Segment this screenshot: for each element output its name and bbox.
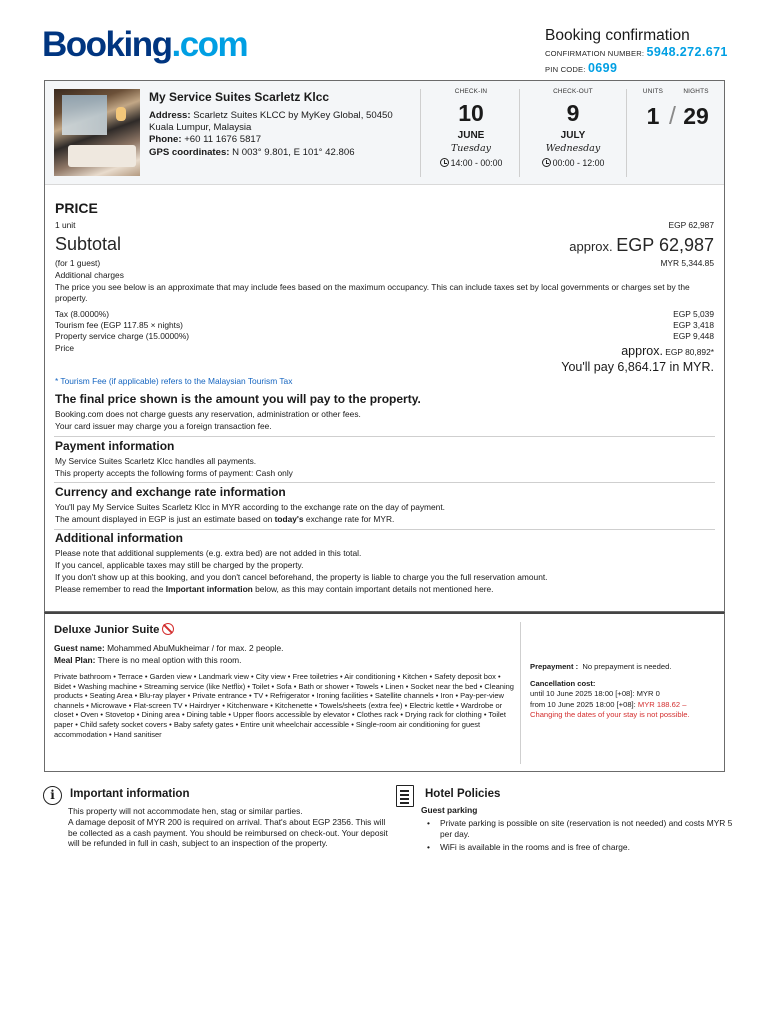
divider [54,529,715,530]
nights-label: NIGHTS [683,88,709,95]
check-out-time: 00:00 - 12:00 [532,158,614,170]
subtotal-amount: approx. EGP 62,987 [569,235,714,255]
confirmation-title: Booking confirmation [545,27,690,44]
hotel-name: My Service Suites Scarletz Klcc [149,90,330,104]
divider [519,89,520,177]
price-label: Price [55,343,75,353]
divider [626,89,627,177]
hotel-phone: +60 11 1676 5817 [184,134,262,146]
confirmation-number-row [545,44,728,61]
currency-heading: Currency and exchange rate information [55,485,286,499]
check-in-month: JUNE [457,129,485,141]
nights-value: 29 [683,103,709,129]
tax-amount: EGP 5,039 [673,309,714,319]
subtotal-label: Subtotal [55,234,122,254]
check-out-label: CHECK-OUT [553,88,593,95]
check-out-day: 9 [566,100,580,127]
currency-line2: The amount displayed in EGP is just an estimate based on today's exchange rate for MYR. [55,514,395,524]
subtotal-myr: MYR 5,344.85 [660,258,714,268]
divider [420,89,421,177]
check-out-block [532,88,614,169]
policies-list [427,818,741,853]
tax-label: Tax (8.0000%) [55,309,109,319]
cancellation-cost: Cancellation cost: until 10 June 2025 18:00 [+08]: MYR 0 from 10 June 2025 18:00 [+08]: MYR 188.62 – Changing the dates of your stay is not possible. [530,679,690,719]
final-price-line1: Booking.com does not charge guests any reservation, administration or other fees. [55,409,361,419]
important-line1: This property will not accommodate hen, stag or similar parties. [68,806,303,816]
list-item: • Private parking is possible on site (reservation is not needed) and costs MYR 5 per day. [427,818,741,840]
tourism-footnote: * Tourism Fee (if applicable) refers to the Malaysian Tourism Tax [55,376,293,386]
important-info-body [68,806,388,849]
info-icon: i [43,786,62,805]
additional-charges-label: Additional charges [55,270,124,280]
guest-parking-heading: Guest parking [421,805,478,815]
additional-charges-note: The price you see below is an approximate that may include fees based on the maximum occupancy. This can include taxes set by local governments or charges set by the property. [55,282,690,304]
units-label: UNITS [642,88,664,95]
divider [520,622,521,764]
additional-line1: Please note that additional supplements (e.g. extra bed) are not added in this total. [55,548,362,558]
room-facilities: Private bathroom • Terrace • Garden view • Landmark view • City view • Free toiletries • Air conditioning • Kitchen • Safety deposit box • Bidet • Washing machine • Streaming service (like Netflix) • Toilet • Sofa • Bath or shower • Towels • Linen • Socket near the bed • Cleaning products • Seating Area • Blu-ray player • Private entrance • TV • Refrigerator • Ironing facilities • Satellite channels • Iron • Pay-per-view channels • Microwave • Flat-screen TV • Hairdryer • Kitchenware • Kitchenette • Towels/sheets (extra fee) • Electric kettle • Wardrobe or closet • Oven • Stovetop • Dining area • Dining table • Upper floors accessible by elevator • Clothes rack • Drying rack for clothing • Toilet paper • Child safety socket covers • Baby safety gates • Entire unit wheelchair accessible • Single-room air conditioning for guest accommodation • Hand sanitiser [54,672,514,739]
cancellation-line3: Changing the dates of your stay is not possible. [530,709,690,719]
units-nights-slash: / [669,102,676,130]
hotel-gps: N 003° 9.801, E 101° 42.806 [232,146,355,158]
additional-line2: If you cancel, applicable taxes may still be charged by the property. [55,560,304,570]
final-price-heading: The final price shown is the amount you will pay to the property. [55,392,421,406]
payment-line1: My Service Suites Scarletz Klcc handles all payments. [55,456,257,466]
prepayment: Prepayment : No prepayment is needed. [530,662,672,671]
you-will-pay: You'll pay 6,864.17 in MYR. [561,360,714,374]
check-in-label: CHECK-IN [454,88,488,95]
payment-heading: Payment information [55,439,175,453]
clock-icon [542,158,551,167]
no-smoking-icon [162,623,174,635]
units-value: 1 [646,103,660,129]
unit-price: EGP 62,987 [668,220,714,230]
payment-line2: This property accepts the following forms of payment: Cash only [55,468,293,478]
hotel-contact-info: Address: Scarletz Suites KLCC by MyKey Global, 50450 Kuala Lumpur, Malaysia Phone: +60 11 1676 5817 GPS coordinates: N 003° 9.801, E 101° 42.806 [149,110,393,158]
total-approx: approx. EGP 80,892* [621,344,714,358]
guest-name: Guest name: Mohammed AbuMukheimar / for max. 2 people. [54,643,284,653]
cancellation-line2: from 10 June 2025 18:00 [+08]: MYR 188.62 – [530,699,687,709]
pin-code: 0699 [587,61,618,75]
unit-count: 1 unit [55,220,76,230]
check-in-weekday: Tuesday [450,143,492,154]
hotel-policies-body [421,805,741,853]
tourism-fee-amount: EGP 3,418 [673,320,714,330]
service-charge-label: Property service charge (15.0000%) [55,331,190,341]
meal-plan: Meal Plan: There is no meal option with this room. [54,655,242,665]
important-line2: A damage deposit of MYR 200 is required on arrival. That's about EGP 2356. This will be collected as a cash payment. You should be reimbursed on check-out. Your deposit will be refunded in full in cash, subject to an inspection of the property. [68,816,388,849]
cancellation-line1: until 10 June 2025 18:00 [+08]: MYR 0 [530,689,660,699]
service-charge-amount: EGP 9,448 [673,331,714,341]
final-price-line2: Your card issuer may charge you a foreign transaction fee. [55,421,272,431]
check-in-block [430,88,512,169]
tourism-fee-label: Tourism fee (EGP 117.85 × nights) [55,320,183,330]
currency-line1: You'll pay My Service Suites Scarletz Klcc in MYR according to the exchange rate on the day of payment. [55,502,445,512]
price-heading: PRICE [55,200,98,216]
confirmation-number-label: CONFIRMATION NUMBER: [545,49,645,58]
check-in-day: 10 [458,100,484,127]
document-icon [396,785,414,807]
hotel-policies-heading: Hotel Policies [425,788,501,800]
hotel-photo [54,89,140,176]
pin-code-row [545,60,617,77]
list-item: • WiFi is available in the rooms and is free of charge. [427,842,741,853]
check-out-month: JULY [560,129,586,141]
confirmation-number: 5948.272.671 [646,45,728,59]
hotel-address: Scarletz Suites KLCC by MyKey Global, 50450 Kuala Lumpur, Malaysia [149,110,393,134]
additional-line4: Please remember to read the Important information below, as this may contain important details not mentioned here. [55,584,494,594]
additional-line3: If you don't show up at this booking, and you don't cancel beforehand, the property is liable to charge you the full reservation amount. [55,572,548,582]
check-out-weekday: Wednesday [545,143,601,154]
room-title: Deluxe Junior Suite [54,623,174,638]
guest-count: (for 1 guest) [55,258,101,268]
divider [54,482,715,483]
clock-icon [440,158,449,167]
additional-info-heading: Additional information [55,531,183,545]
divider [54,436,715,437]
important-info-heading: Important information [70,788,190,800]
check-in-time: 14:00 - 00:00 [430,158,512,170]
pin-code-label: PIN CODE: [545,65,586,74]
booking-logo: Booking.com [42,25,248,64]
